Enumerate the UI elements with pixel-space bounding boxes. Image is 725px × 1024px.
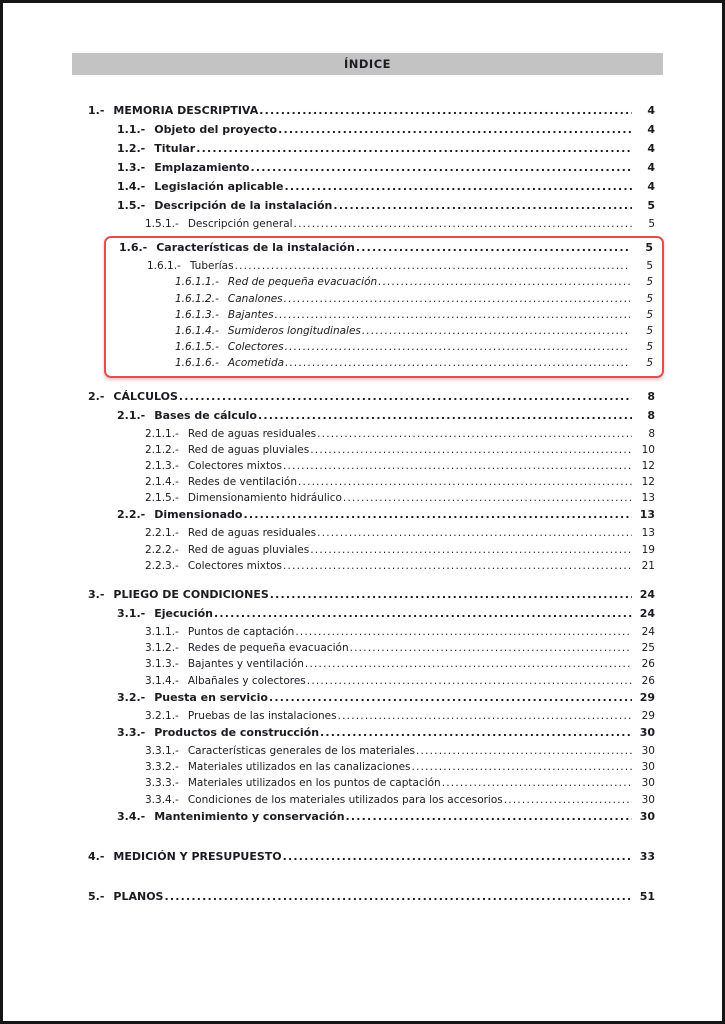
toc-entry	[88, 390, 655, 409]
toc-entry-number: 1.6.1.1.-	[175, 276, 219, 289]
toc-entry-number: 3.1.4.-	[145, 674, 179, 687]
toc-entry-page: 5	[646, 357, 653, 370]
toc-entry-number: 3.3.-	[117, 725, 146, 739]
toc-entry	[88, 428, 655, 444]
toc-entry-number: 3.4.-	[117, 809, 146, 823]
toc-entry-number: 1.-	[88, 104, 105, 117]
toc-entry	[88, 890, 655, 909]
toc-dot-leader	[214, 607, 632, 620]
toc-entry	[88, 180, 655, 199]
toc-entry-title: Ejecución	[154, 607, 214, 620]
toc-dot-leader	[346, 810, 632, 823]
toc-entry-number: 2.2.1.-	[145, 527, 179, 540]
toc-dot-leader	[278, 123, 632, 136]
toc-dot-leader	[350, 642, 632, 654]
toc-entry-title: Legislación aplicable	[154, 180, 284, 193]
toc-entry-page: 4	[647, 180, 655, 193]
toc-dot-leader	[305, 658, 632, 670]
toc-entry	[88, 675, 655, 691]
toc-dot-leader	[295, 626, 632, 638]
toc-dot-leader	[259, 104, 632, 117]
toc-entry	[88, 492, 655, 508]
toc-entry	[88, 460, 655, 476]
toc-entry-number: 3.3.2.-	[145, 761, 179, 774]
toc-entry-title: Descripción general	[187, 218, 293, 230]
toc-dot-leader	[412, 761, 632, 773]
toc-entry	[106, 341, 653, 357]
toc-entry-title: Dimensionamiento hidráulico	[187, 492, 342, 505]
toc-entry-page: 24	[639, 588, 655, 601]
toc-entry-title: Red de pequeña evacuación	[227, 276, 378, 289]
toc-entry	[106, 260, 653, 276]
toc-entry-page: 4	[647, 123, 655, 136]
toc-entry-title: MEDICIÓN Y PRESUPUESTO	[113, 849, 282, 863]
toc-entry-page: 33	[639, 849, 655, 863]
toc-entry-title: Mantenimiento y conservación	[154, 809, 345, 823]
toc-entry-page: 4	[647, 104, 655, 117]
toc-entry-number: 5.-	[88, 889, 105, 903]
toc-entry	[106, 325, 653, 341]
toc-entry-number: 1.6.1.5.-	[175, 341, 219, 354]
toc-entry-page: 21	[641, 559, 655, 572]
toc-entry-title: Acometida	[227, 357, 285, 370]
toc-entry-page: 5	[646, 276, 653, 289]
toc-dot-leader	[196, 142, 632, 155]
toc-entry-page: 29	[639, 690, 655, 704]
toc-entry-number: 3.1.3.-	[145, 658, 179, 671]
toc-dot-leader	[164, 890, 632, 903]
toc-entry	[88, 745, 655, 761]
toc-entry-number: 1.2.-	[117, 142, 146, 155]
page-title: ÍNDICE	[343, 57, 392, 71]
toc-entry-page: 8	[647, 389, 655, 403]
highlight-box	[104, 236, 664, 377]
toc-entry	[88, 607, 655, 626]
toc-dot-leader	[269, 691, 632, 704]
toc-entry-title: Red de aguas pluviales	[187, 543, 310, 556]
toc-entry-number: 3.3.4.-	[145, 793, 179, 806]
toc-entry	[88, 691, 655, 710]
toc-entry-page: 13	[639, 508, 655, 522]
toc-entry-page: 30	[641, 793, 655, 806]
toc-entry	[88, 588, 655, 607]
toc-dot-leader	[442, 777, 632, 789]
toc-entry-title: PLIEGO DE CONDICIONES	[113, 588, 269, 601]
toc-entry-title: Bases de cálculo	[154, 408, 257, 422]
toc-entry-page: 26	[641, 658, 655, 671]
toc-entry-number: 3.2.1.-	[145, 709, 179, 722]
toc-entry-title: Bajantes y ventilación	[187, 658, 304, 671]
toc-dot-leader	[285, 357, 630, 369]
toc-entry-title: Red de aguas residuales	[187, 527, 317, 540]
toc-dot-leader	[320, 726, 632, 739]
toc-entry-title: Redes de pequeña evacuación	[187, 642, 349, 655]
toc-entry	[106, 309, 653, 325]
toc-entry	[88, 104, 655, 123]
toc-entry	[88, 218, 655, 234]
toc-entry-page: 29	[641, 709, 655, 722]
toc-dot-leader	[338, 710, 632, 722]
toc-entry-number: 1.5.1.-	[145, 218, 179, 230]
toc-dot-leader	[362, 325, 630, 337]
toc-entry-title: Emplazamiento	[154, 161, 250, 174]
toc-entry-title: Albañales y colectores	[187, 674, 306, 687]
toc-dot-leader	[243, 508, 632, 521]
toc-entry-number: 2.2.-	[117, 508, 146, 522]
toc-entry-page: 5	[646, 260, 653, 273]
toc-dot-leader	[235, 260, 630, 272]
toc-entry-number: 1.6.1.6.-	[175, 357, 219, 370]
toc-entry-page: 24	[639, 607, 655, 620]
toc-entry-title: Puntos de captación	[187, 626, 295, 638]
toc-entry	[88, 626, 655, 642]
toc-entry-page: 30	[641, 777, 655, 790]
toc-entry-number: 2.1.-	[117, 408, 146, 422]
toc-entry-title: Red de aguas residuales	[187, 427, 317, 440]
toc-entry	[88, 161, 655, 180]
toc-entry	[88, 710, 655, 726]
toc	[88, 104, 655, 909]
toc-entry-page: 30	[641, 761, 655, 774]
toc-entry-page: 5	[648, 218, 655, 230]
toc-dot-leader	[285, 341, 630, 353]
toc-entry-number: 1.6.1.2.-	[175, 292, 219, 305]
toc-entry-page: 30	[639, 725, 655, 739]
toc-dot-leader	[250, 161, 632, 174]
toc-entry-page: 5	[646, 292, 653, 305]
toc-entry-page: 51	[639, 889, 655, 903]
toc-entry-title: Colectores mixtos	[187, 459, 283, 472]
toc-entry-number: 3.3.1.-	[145, 744, 179, 757]
toc-entry-number: 1.6.1.3.-	[175, 308, 219, 321]
toc-entry-title: Titular	[154, 142, 196, 155]
toc-entry	[88, 123, 655, 142]
toc-entry	[88, 850, 655, 869]
toc-dot-leader	[294, 218, 632, 230]
toc-dot-leader	[270, 588, 632, 601]
toc-entry-page: 19	[641, 543, 655, 556]
toc-dot-leader	[283, 560, 632, 572]
toc-entry-title: Materiales utilizados en las canalizaciones	[187, 761, 411, 774]
toc-entry-number: 1.3.-	[117, 161, 146, 174]
toc-entry	[88, 199, 655, 218]
toc-entry-page: 13	[641, 527, 655, 540]
toc-entry-page: 5	[646, 324, 653, 337]
toc-dot-leader	[333, 199, 632, 212]
toc-entry-title: MEMORIA DESCRIPTIVA	[113, 104, 259, 117]
toc-entry-number: 1.6.1.-	[147, 260, 181, 273]
toc-entry	[88, 642, 655, 658]
toc-entry-title: Productos de construcción	[154, 725, 320, 739]
toc-entry-page: 26	[641, 674, 655, 687]
toc-entry	[88, 777, 655, 793]
toc-entry-number: 1.6.-	[119, 241, 148, 255]
toc-entry-page: 4	[647, 142, 655, 155]
toc-dot-leader	[179, 390, 632, 403]
toc-entry	[106, 357, 653, 373]
toc-entry	[88, 508, 655, 527]
toc-entry	[106, 241, 653, 260]
toc-entry-page: 13	[641, 492, 655, 505]
toc-entry-number: 2.1.4.-	[145, 476, 179, 489]
toc-entry	[88, 810, 655, 829]
toc-entry-page: 30	[641, 744, 655, 757]
toc-entry-number: 2.1.3.-	[145, 459, 179, 472]
toc-entry-page: 5	[646, 308, 653, 321]
toc-entry-title: Colectores mixtos	[187, 559, 283, 572]
toc-dot-leader	[356, 241, 630, 254]
toc-entry-page: 5	[645, 241, 653, 255]
toc-entry-title: Características generales de los materiales	[187, 744, 416, 757]
toc-entry-title: Canalones	[227, 292, 283, 305]
toc-entry-page: 5	[647, 199, 655, 212]
toc-entry-page: 10	[641, 443, 655, 456]
toc-dot-leader	[317, 527, 632, 539]
toc-entry-number: 3.1.2.-	[145, 642, 179, 655]
toc-entry-number: 1.4.-	[117, 180, 146, 193]
toc-entry	[88, 544, 655, 560]
toc-entry	[88, 444, 655, 460]
toc-entry-title: Sumideros longitudinales	[227, 324, 361, 337]
toc-dot-leader	[310, 444, 632, 456]
toc-entry	[88, 658, 655, 674]
toc-entry	[88, 761, 655, 777]
toc-entry	[88, 560, 655, 576]
toc-entry	[88, 794, 655, 810]
toc-entry-number: 1.6.1.4.-	[175, 324, 219, 337]
toc-entry-number: 3.-	[88, 588, 105, 601]
toc-dot-leader	[343, 492, 632, 504]
toc-dot-leader	[416, 745, 632, 757]
toc-dot-leader	[298, 476, 632, 488]
toc-entry-title: Colectores	[227, 341, 284, 354]
toc-dot-leader	[284, 293, 630, 305]
toc-entry-number: 3.2.-	[117, 690, 146, 704]
toc-entry	[106, 293, 653, 309]
toc-entry-title: Materiales utilizados en los puntos de captación	[187, 777, 441, 790]
index-title-bar	[72, 53, 663, 75]
toc-entry-title: Red de aguas pluviales	[187, 443, 310, 456]
toc-dot-leader	[307, 675, 632, 687]
toc-entry-title: Condiciones de los materiales utilizados para los accesorios	[187, 793, 503, 806]
toc-entry-number: 1.1.-	[117, 123, 146, 136]
toc-entry-title: Dimensionado	[154, 508, 243, 522]
toc-dot-leader	[317, 428, 632, 440]
toc-entry-page: 4	[647, 161, 655, 174]
toc-entry	[88, 142, 655, 161]
toc-entry-title: Características de la instalación	[156, 241, 355, 255]
toc-dot-leader	[283, 850, 632, 863]
toc-entry-title: Descripción de la instalación	[154, 199, 333, 212]
toc-entry-title: Objeto del proyecto	[154, 123, 278, 136]
toc-entry-number: 3.3.3.-	[145, 777, 179, 790]
toc-entry-number: 2.2.3.-	[145, 559, 179, 572]
toc-entry-number: 4.-	[88, 849, 105, 863]
toc-entry-title: CÁLCULOS	[113, 389, 178, 403]
toc-entry-title: Tuberías	[189, 260, 234, 273]
toc-entry-number: 2.1.1.-	[145, 427, 179, 440]
toc-entry-page: 12	[641, 476, 655, 489]
toc-dot-leader	[275, 309, 630, 321]
toc-entry-page: 12	[641, 459, 655, 472]
toc-entry-number: 2.2.2.-	[145, 543, 179, 556]
toc-entry-title: Puesta en servicio	[154, 690, 268, 704]
toc-entry-number: 1.5.-	[117, 199, 146, 212]
toc-entry-title: Redes de ventilación	[187, 476, 298, 489]
toc-entry	[88, 726, 655, 745]
toc-entry-page: 24	[641, 626, 655, 638]
toc-dot-leader	[310, 544, 632, 556]
toc-entry-title: Pruebas de las instalaciones	[187, 709, 337, 722]
toc-dot-leader	[258, 409, 632, 422]
toc-entry	[88, 476, 655, 492]
toc-dot-leader	[284, 180, 632, 193]
toc-entry	[106, 276, 653, 292]
toc-entry-number: 3.1.1.-	[145, 626, 179, 638]
toc-entry-title: Bajantes	[227, 308, 274, 321]
toc-entry-number: 2.1.2.-	[145, 443, 179, 456]
toc-entry-page: 8	[648, 427, 655, 440]
toc-entry-number: 2.1.5.-	[145, 492, 179, 505]
toc-dot-leader	[283, 460, 632, 472]
toc-entry	[88, 409, 655, 428]
toc-dot-leader	[504, 794, 632, 806]
toc-entry-page: 8	[647, 408, 655, 422]
toc-entry	[88, 527, 655, 543]
toc-entry-page: 5	[646, 341, 653, 354]
toc-dot-leader	[378, 276, 630, 288]
toc-entry-title: PLANOS	[113, 889, 164, 903]
toc-entry-page: 30	[639, 809, 655, 823]
toc-entry-number: 3.1.-	[117, 607, 146, 620]
toc-entry-page: 25	[641, 642, 655, 655]
toc-entry-number: 2.-	[88, 389, 105, 403]
